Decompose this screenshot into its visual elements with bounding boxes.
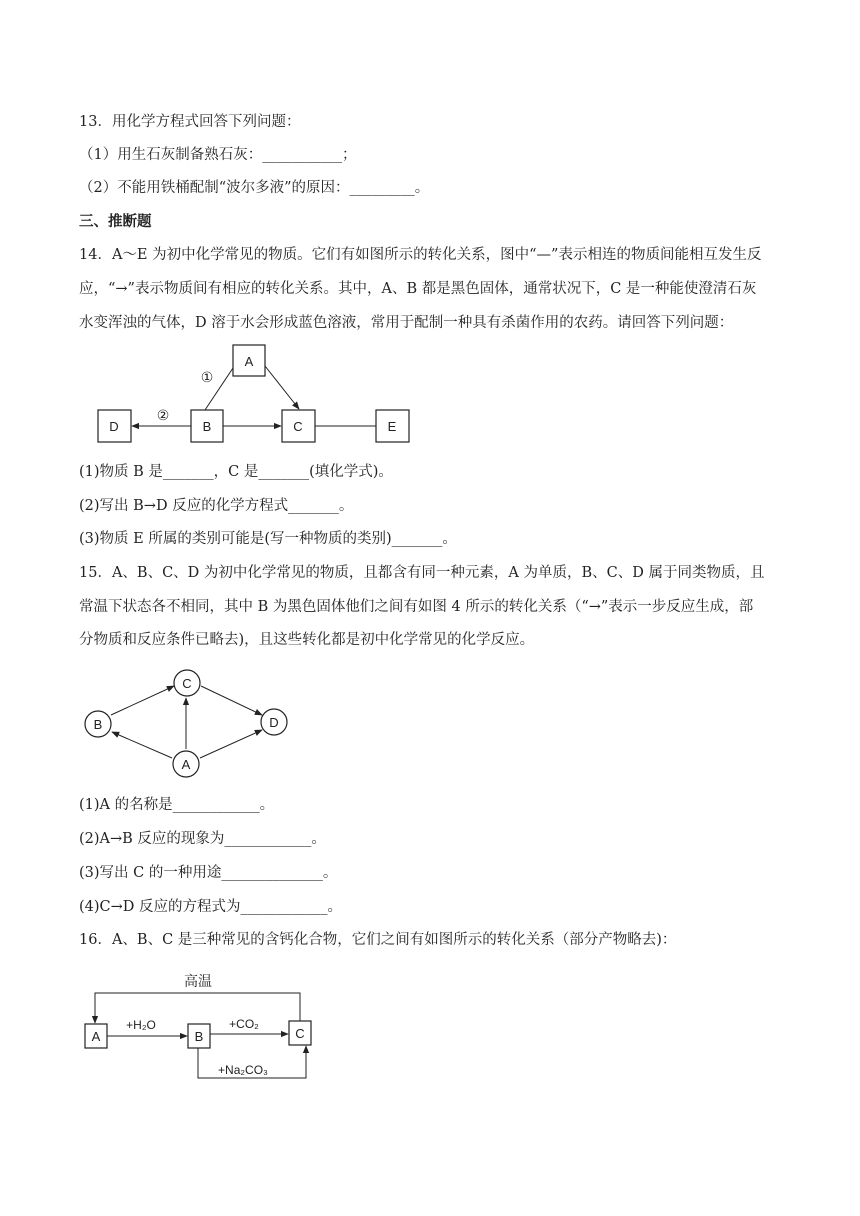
q14-part1: (1)物质 B 是_______，C 是_______(填化学式)。 bbox=[79, 464, 393, 480]
q14-stem-line1: 14．A～E 为初中化学常见的物质。它们有如图所示的转化关系，图中“—”表示相连的物质间能相互发生反 bbox=[79, 247, 762, 263]
q14-label-b: B bbox=[202, 419, 212, 434]
q16-label-bc: +CO₂ bbox=[229, 1017, 259, 1031]
q16-label-ab: +H₂O bbox=[126, 1018, 156, 1032]
q15-label-a: A bbox=[181, 757, 191, 772]
q15-stem-line3: 分物质和反应条件已略去)，且这些转化都是初中化学常见的化学反应。 bbox=[79, 632, 535, 648]
q14-part2: (2)写出 B→D 反应的化学方程式_______。 bbox=[79, 498, 354, 514]
q15-diagram bbox=[76, 664, 296, 780]
q15-stem-line2: 常温下状态各不相同，其中 B 为黑色固体他们之间有如图 4 所示的转化关系（“→”表示一步反应生成，部 bbox=[79, 599, 754, 615]
q14-label-c: C bbox=[293, 419, 303, 434]
q15-part4: (4)C→D 反应的方程式为____________。 bbox=[79, 899, 343, 915]
q15-part1: (1)A 的名称是____________。 bbox=[79, 797, 275, 813]
q15-label-c: C bbox=[182, 676, 192, 691]
q16-label-b: B bbox=[194, 1029, 204, 1044]
q15-arrow-b-c bbox=[111, 686, 174, 715]
q16-label-a: A bbox=[91, 1029, 101, 1044]
q15-arrow-c-d bbox=[201, 686, 262, 715]
q14-stem-line2: 应，“→”表示物质间有相应的转化关系。其中，A、B 都是黑色固体，通常状况下，C 是一种能使澄清石灰 bbox=[79, 281, 757, 297]
q15-part2: (2)A→B 反应的现象为____________。 bbox=[79, 831, 326, 847]
q14-label-e: E bbox=[387, 419, 397, 434]
q16-diagram bbox=[78, 966, 318, 1086]
q14-part3: (3)物质 E 所属的类别可能是(写一种物质的类别)_______。 bbox=[79, 531, 457, 547]
q14-diagram bbox=[90, 338, 420, 450]
q15-label-b: B bbox=[93, 717, 103, 732]
q14-step-2: ② bbox=[156, 407, 170, 423]
q13-part2: （2）不能用铁桶配制“波尔多液”的原因：_________。 bbox=[79, 180, 430, 196]
q15-stem-line1: 15．A、B、C、D 为初中化学常见的物质，且都含有同一种元素，A 为单质，B、C、D 属于同类物质，且 bbox=[79, 565, 765, 581]
q14-step-1: ① bbox=[200, 369, 214, 385]
q15-part3: (3)写出 C 的一种用途______________。 bbox=[79, 865, 338, 881]
q16-stem: 16．A、B、C 是三种常见的含钙化合物，它们之间有如图所示的转化关系（部分产物略去)： bbox=[79, 932, 677, 948]
q14-label-a: A bbox=[244, 354, 254, 369]
q13-part1: （1）用生石灰制备熟石灰：___________； bbox=[79, 147, 357, 163]
q16-label-c: C bbox=[295, 1026, 305, 1041]
q15-arrow-a-d bbox=[200, 730, 262, 758]
q14-stem-line3: 水变浑浊的气体，D 溶于水会形成蓝色溶液，常用于配制一种具有杀菌作用的农药。请回答下列问题： bbox=[79, 315, 734, 331]
q16-label-top: 高温 bbox=[184, 973, 212, 989]
section-heading: 三、推断题 bbox=[79, 214, 152, 230]
q13-title: 13．用化学方程式回答下列问题： bbox=[79, 114, 301, 130]
q15-arrow-a-b bbox=[112, 732, 172, 758]
q15-label-d: D bbox=[269, 715, 279, 730]
q14-arrow-a-c bbox=[265, 366, 299, 409]
q16-label-bottom: +Na₂CO₃ bbox=[218, 1063, 268, 1077]
q14-label-d: D bbox=[109, 419, 119, 434]
